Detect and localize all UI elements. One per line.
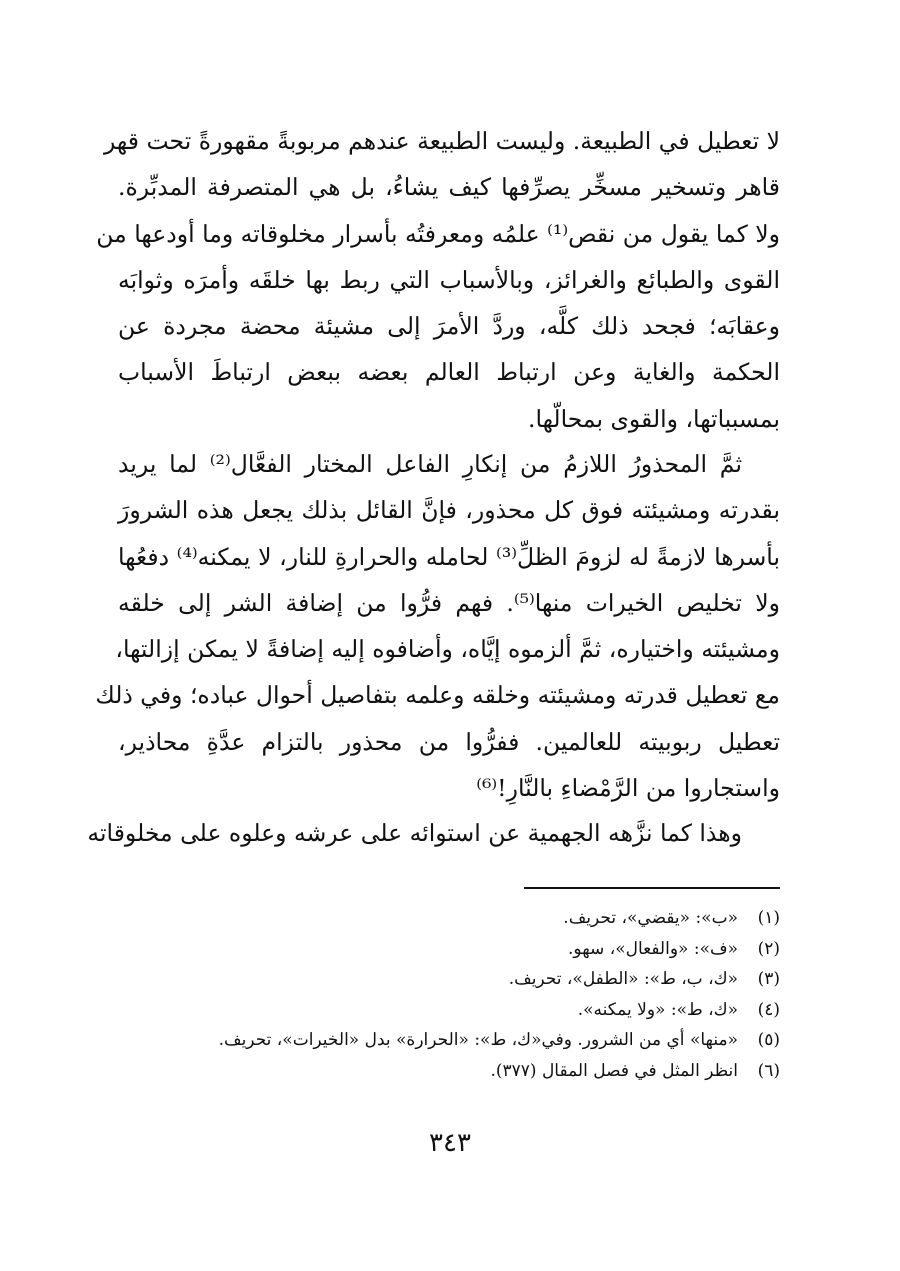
text-line: ثمَّ المحذورُ اللازمُ من إنكارِ الفاعل المختار الفعَّال⁽²⁾ لما يريد xyxy=(118,450,742,478)
text-line: بمسبباتها، والقوى بمحالّها. xyxy=(527,404,780,433)
footnote-number: (٤) xyxy=(757,999,780,1020)
footnotes xyxy=(118,903,780,1086)
text-line: تعطيل ربوبيته للعالمين. ففرُّوا من محذور بالتزام عدَّةِ محاذير، xyxy=(118,727,780,756)
footnote-text: «منها» أي من الشرور. وفي«ك، ط»: «الحرارة» بدل «الخيرات»، تحريف. xyxy=(218,1030,738,1050)
paragraph-3 xyxy=(87,810,780,856)
text-line: ومشيئته واختياره، ثمَّ ألزموه إيَّاه، وأضافوه إليه إضافةً لا يمكن إزالتها، xyxy=(115,635,780,664)
text-line: واستجاروا من الرَّمْضاءِ بالنَّارِ!⁽⁶⁾ xyxy=(476,774,780,803)
text-line: وعقابَه؛ فجحد ذلك كلَّه، وردَّ الأمرَ إلى مشيئة محضة مجردة عن xyxy=(118,312,780,341)
paragraph-1 xyxy=(96,118,780,442)
footnote-number: (٦) xyxy=(757,1060,780,1081)
footnote-text: «ف»: «والفعال»، سهو. xyxy=(568,938,738,959)
text-line: قاهر وتسخير مسخِّر يصرِّفها كيف يشاءُ، بل هي المتصرفة المدبِّرة. xyxy=(118,173,780,202)
footnote-number: (٣) xyxy=(757,969,780,989)
footnote-text: «ب»: «يقضي»، تحريف. xyxy=(563,908,738,928)
text-line: ولا تخليص الخيرات منها⁽⁵⁾. فهم فرُّوا من إضافة الشر إلى خلقه xyxy=(118,588,780,617)
footnote-number: (٢) xyxy=(757,938,780,959)
text-line: بأسرها لازمةً له لزومَ الظلِّ⁽³⁾ لحامله والحرارةِ للنار، لا يمكنه⁽⁴⁾ دفعُها xyxy=(118,542,780,571)
footnote-text: «ك، ب، ط»: «الطفل»، تحريف. xyxy=(508,969,738,989)
text-line: ولا كما يقول من نقص⁽¹⁾ علمُه ومعرفتُه بأسرار مخلوقاته وما أودعها من xyxy=(96,219,780,248)
footnote xyxy=(118,1056,780,1087)
text-line: الحكمة والغاية وعن ارتباط العالم بعضه ببعض ارتباطَ الأسباب xyxy=(118,358,780,387)
text-line: مع تعطيل قدرته ومشيئته وخلقه وعلمه بتفاصيل أحوال عباده؛ وفي ذلك xyxy=(95,681,780,710)
paragraph-2 xyxy=(95,441,780,811)
footnote xyxy=(118,934,780,965)
page-number: ٣٤٣ xyxy=(429,1128,471,1158)
footnote xyxy=(118,903,780,934)
footnote-number: (١) xyxy=(757,908,780,928)
text-line: القوى والطبائع والغرائز، وبالأسباب التي ربط بها خلقَه وأمرَه وثوابَه xyxy=(118,265,780,294)
footnote xyxy=(118,964,780,995)
footnote-separator xyxy=(524,887,780,889)
footnote-text: انظر المثل في فصل المقال (٣٧٧). xyxy=(490,1060,738,1081)
footnote-number: (٥) xyxy=(757,1030,780,1050)
footnote-text: «ك، ط»: «ولا يمكنه». xyxy=(577,999,738,1020)
text-line: بقدرته ومشيئته فوق كل محذور، فإنَّ القائل بذلك يجعل هذه الشرورَ xyxy=(118,496,780,525)
text-line: وهذا كما نزَّهه الجهمية عن استوائه على عرشه وعلوه على مخلوقاته xyxy=(87,819,742,847)
text-line: لا تعطيل في الطبيعة. وليست الطبيعة عندهم مربوبةً مقهورةً تحت قهر xyxy=(103,127,780,155)
footnote xyxy=(118,995,780,1026)
footnote xyxy=(118,1025,780,1056)
